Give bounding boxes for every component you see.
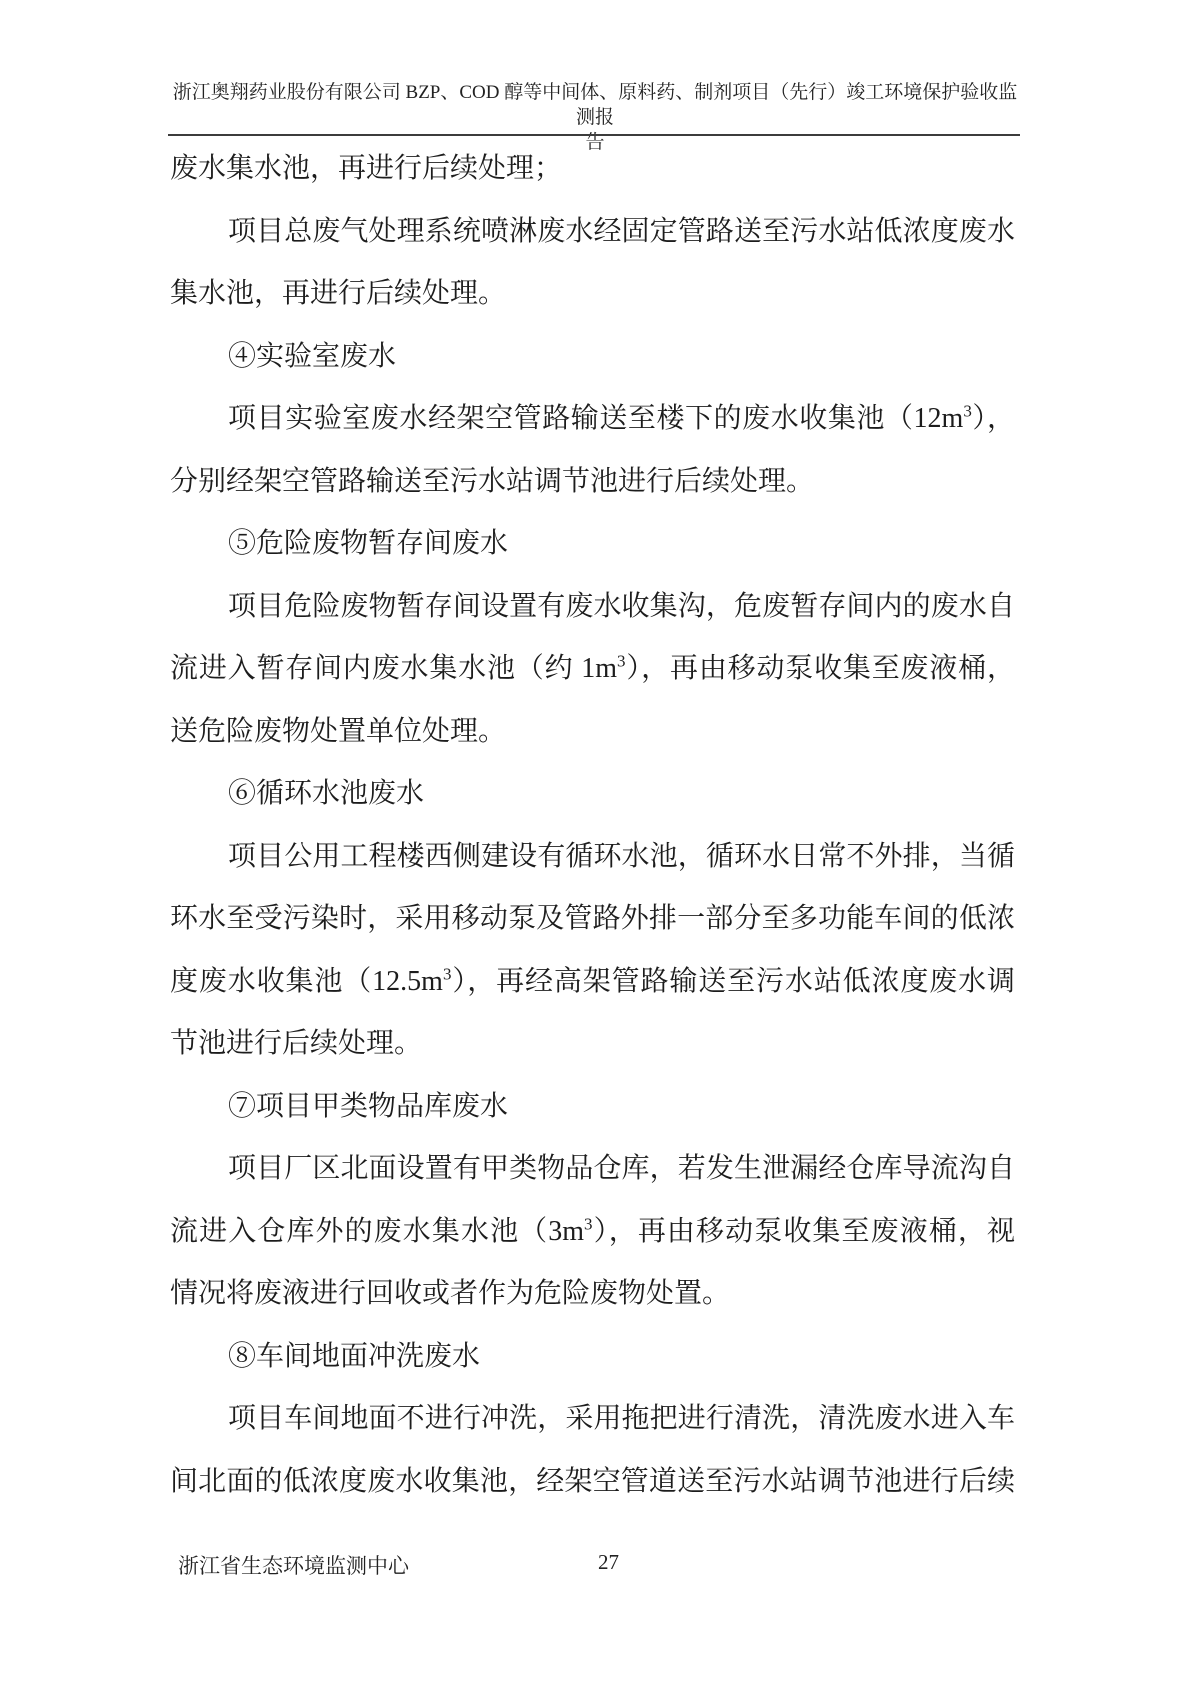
text-segment: 项目实验室废水经架空管路输送至楼下的废水收集池（12m — [228, 403, 964, 434]
text-segment: 节池进行后续处理。 — [170, 1028, 423, 1059]
footer-page-number: 27 — [598, 1550, 619, 1574]
text-line — [170, 388, 1015, 451]
text-segment: ⑤危险废物暂存间废水 — [228, 528, 509, 559]
text-line — [170, 701, 1015, 764]
text-segment: 项目公用工程楼西侧建设有循环水池，循环水日常不外排，当循 — [228, 840, 1015, 872]
text-segment: 项目总废气处理系统喷淋废水经固定管路送至污水站低浓度废水 — [228, 215, 1015, 247]
footer-organization: 浙江省生态环境监测中心 — [178, 1554, 409, 1578]
text-line — [170, 763, 1015, 826]
text-line — [170, 1201, 1015, 1264]
text-line — [170, 263, 1015, 326]
header-title-line: 浙江奥翔药业股份有限公司 BZP、COD 醇等中间体、原料药、制剂项目（先行）竣工环境保护验收监测报 — [172, 82, 1018, 128]
text-line — [170, 1076, 1015, 1139]
text-segment: 度废水收集池（12.5m — [170, 965, 443, 997]
document-body — [170, 138, 1015, 1513]
text-line — [170, 451, 1015, 514]
text-segment: 流进入仓库外的废水集水池（3m — [170, 1215, 585, 1247]
text-segment: 项目厂区北面设置有甲类物品仓库，若发生泄漏经仓库导流沟自 — [228, 1153, 1015, 1184]
text-segment: ⑥循环水池废水 — [228, 778, 425, 809]
header-title-line: 告 — [585, 132, 605, 153]
text-segment: ⑦项目甲类物品库废水 — [228, 1090, 509, 1122]
text-line — [170, 1263, 1015, 1326]
superscript: 3 — [617, 651, 626, 671]
text-segment: 情况将废液进行回收或者作为危险废物处置。 — [170, 1278, 731, 1309]
text-line — [170, 201, 1015, 264]
text-line — [170, 326, 1015, 389]
text-line — [170, 1326, 1015, 1389]
text-segment: 间北面的低浓度废水收集池，经架空管道送至污水站调节池进行后续 — [170, 1465, 1015, 1497]
text-line — [170, 638, 1015, 701]
text-segment: 废水集水池，再进行后续处理； — [170, 153, 563, 184]
superscript: 3 — [442, 964, 452, 984]
text-line — [170, 888, 1015, 951]
text-segment: 环水至受污染时，采用移动泵及管路外排一部分至多功能车间的低浓 — [170, 903, 1015, 934]
text-segment: ④实验室废水 — [228, 340, 397, 372]
text-segment: 分别经架空管路输送至污水站调节池进行后续处理。 — [170, 465, 815, 497]
text-line — [170, 576, 1015, 639]
text-segment: ）， — [971, 403, 1015, 434]
text-segment: ），再经高架管路输送至污水站低浓度废水调 — [451, 965, 1015, 997]
text-segment: 项目危险废物暂存间设置有废水收集沟，危废暂存间内的废水自 — [228, 590, 1015, 622]
superscript: 3 — [584, 1214, 593, 1234]
text-line — [170, 1388, 1015, 1451]
text-line — [170, 513, 1015, 576]
text-segment: ），再由移动泵收集至废液桶， — [625, 653, 1015, 684]
header-divider — [168, 134, 1020, 136]
text-line — [170, 951, 1015, 1014]
text-line — [170, 826, 1015, 889]
text-line — [170, 1013, 1015, 1076]
text-line — [170, 1138, 1015, 1201]
text-line — [170, 138, 1015, 201]
text-segment: 流进入暂存间内废水集水池（约 1m — [170, 653, 618, 684]
text-segment: 项目车间地面不进行冲洗，采用拖把进行清洗，清洗废水进入车 — [228, 1403, 1015, 1434]
text-segment: ），再由移动泵收集至废液桶，视 — [592, 1215, 1015, 1247]
text-segment: ⑧车间地面冲洗废水 — [228, 1340, 481, 1372]
text-line — [170, 1451, 1015, 1514]
page-footer — [0, 1550, 1190, 1582]
superscript: 3 — [963, 401, 972, 421]
text-segment: 送危险废物处置单位处理。 — [170, 715, 507, 747]
text-segment: 集水池，再进行后续处理。 — [170, 278, 507, 309]
